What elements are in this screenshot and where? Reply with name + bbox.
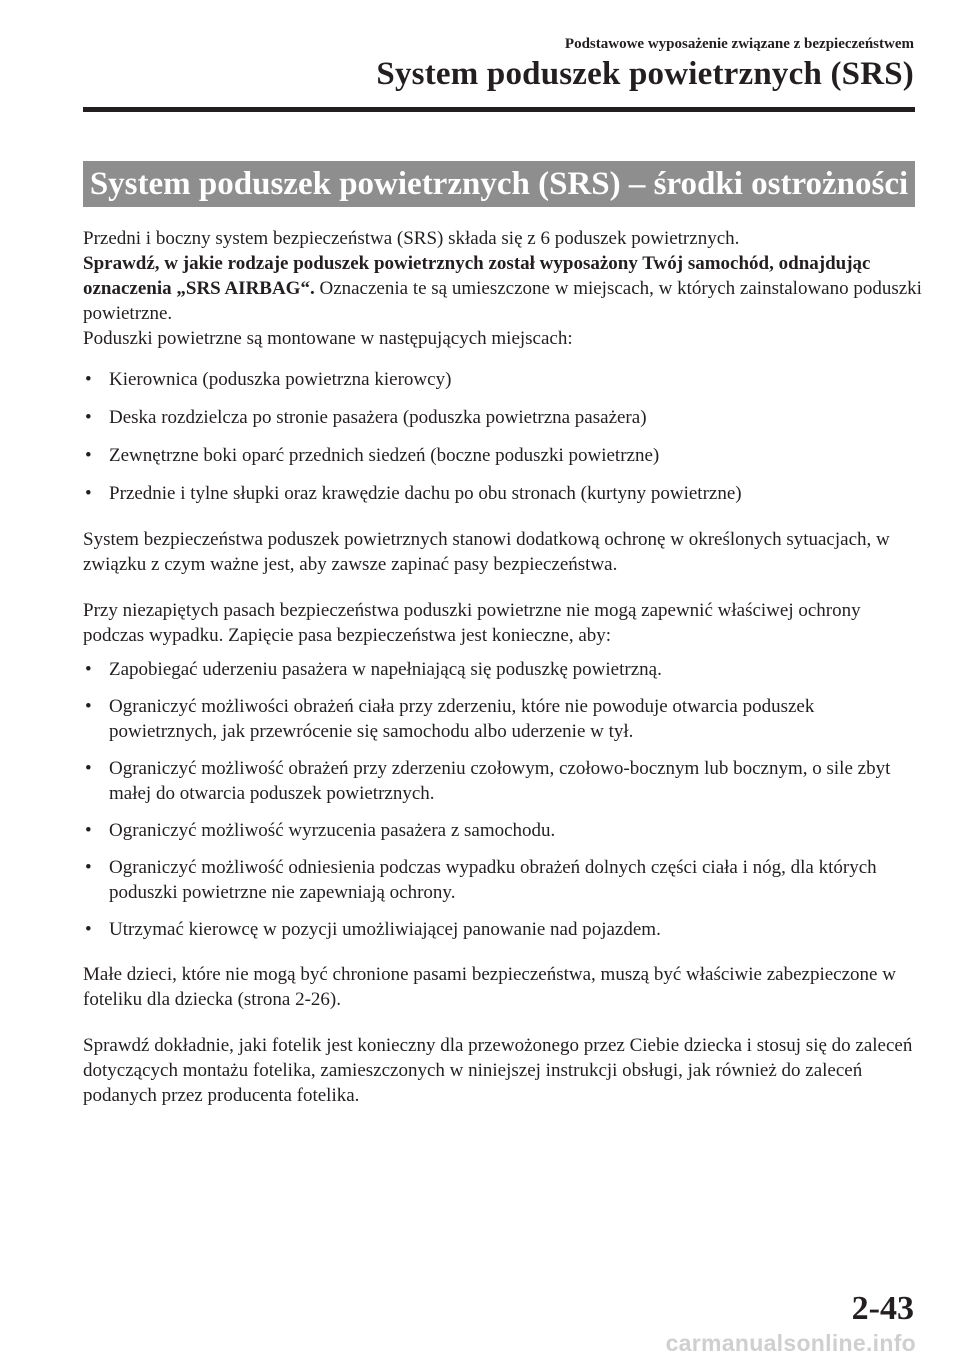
- list-item-text: Zapobiegać uderzeniu pasażera w napełniającą się poduszkę powietrzną.: [109, 659, 662, 680]
- list-item-text: Ograniczyć możliwość odniesienia podczas wypadku obrażeń dolnych części ciała i nóg, dla których poduszki powietrzne nie zapewniają ochrony.: [109, 857, 877, 903]
- list-item: [83, 481, 923, 506]
- locations-list: [83, 367, 923, 506]
- bullet-icon: •: [85, 483, 92, 504]
- list-item-text: Zewnętrzne boki oparć przednich siedzeń (boczne poduszki powietrzne): [109, 445, 660, 466]
- bullet-icon: •: [85, 407, 92, 428]
- bullet-icon: •: [85, 919, 92, 940]
- bullet-icon: •: [85, 820, 92, 841]
- intro-line: Przedni i boczny system bezpieczeństwa (SRS) składa się z 6 poduszek powietrznych.: [83, 228, 740, 249]
- locations-lead: Poduszki powietrzne są montowane w następujących miejscach:: [83, 328, 573, 349]
- list-item: [83, 694, 923, 744]
- list-item-text: Ograniczyć możliwości obrażeń ciała przy zderzeniu, które nie powoduje otwarcia poduszek powietrznych, jak przewrócenie się samochodu albo uderzenie w tył.: [109, 696, 815, 742]
- header-rule: [83, 107, 915, 112]
- list-item: [83, 855, 923, 905]
- list-item-text: Ograniczyć możliwość obrażeń przy zderzeniu czołowym, czołowo-bocznym lub bocznym, o sile zbyt małej do otwarcia poduszek powietrznych.: [109, 758, 891, 804]
- intro-rest: Oznaczenia te są umieszczone w miejscach, w których zainstalowano poduszki powietrzne.: [83, 278, 922, 324]
- list-item-text: Ograniczyć możliwość wyrzucenia pasażera z samochodu.: [109, 820, 556, 841]
- bullet-icon: •: [85, 696, 92, 717]
- chapter-label: Podstawowe wyposażenie związane z bezpieczeństwem: [564, 36, 914, 52]
- paragraph-supplementary: System bezpieczeństwa poduszek powietrznych stanowi dodatkową ochronę w określonych sytuacjach, w związku z czym ważne jest, aby zawsze zapinać pasy bezpieczeństwa.: [83, 529, 890, 575]
- paragraph-child-seat: Sprawdź dokładnie, jaki fotelik jest konieczny dla przewożonego przez Ciebie dziecka i stosuj się do zaleceń dotyczących montażu fotelika, zamieszczonych w niniejszej instrukcji obsługi, jak również do zaleceń podanych przez producenta fotelika.: [83, 1035, 913, 1106]
- section-banner: [83, 161, 915, 207]
- bullet-icon: •: [85, 369, 92, 390]
- belt-reasons-list: [83, 657, 923, 942]
- content: [83, 226, 923, 1108]
- list-item: [83, 917, 923, 942]
- list-item: [83, 818, 923, 843]
- watermark: carmanualsonline.info: [665, 1330, 916, 1356]
- page-number: 2-43: [851, 1290, 914, 1327]
- page-header-title: System poduszek powietrznych (SRS): [376, 56, 914, 92]
- bullet-icon: •: [85, 758, 92, 779]
- list-item: [83, 443, 923, 468]
- list-item: [83, 367, 923, 392]
- list-item-text: Kierownica (poduszka powietrzna kierowcy): [109, 369, 452, 390]
- intro-paragraph: [83, 226, 923, 351]
- list-item-text: Przednie i tylne słupki oraz krawędzie dachu po obu stronach (kurtyny powietrzne): [109, 483, 742, 504]
- list-item: [83, 657, 923, 682]
- bullet-icon: •: [85, 445, 92, 466]
- bullet-icon: •: [85, 659, 92, 680]
- bullet-icon: •: [85, 857, 92, 878]
- list-item-text: Utrzymać kierowcę w pozycji umożliwiającej panowanie nad pojazdem.: [109, 919, 661, 940]
- section-title: System poduszek powietrznych (SRS) – środki ostrożności: [89, 165, 909, 202]
- list-item: [83, 405, 923, 430]
- paragraph-belts: Przy niezapiętych pasach bezpieczeństwa poduszki powietrzne nie mogą zapewnić właściwej ochrony podczas wypadku. Zapięcie pasa bezpieczeństwa jest konieczne, aby:: [83, 600, 861, 646]
- list-item-text: Deska rozdzielcza po stronie pasażera (poduszka powietrzna pasażera): [109, 407, 647, 428]
- paragraph-children: Małe dzieci, które nie mogą być chronione pasami bezpieczeństwa, muszą być właściwie zabezpieczone w foteliku dla dziecka (strona 2-26).: [83, 964, 896, 1010]
- intro-bold: Sprawdź, w jakie rodzaje poduszek powietrznych został wyposażony Twój samochód, odnajdując oznaczenia „SRS AIRBAG“.: [83, 253, 871, 299]
- list-item: [83, 756, 923, 806]
